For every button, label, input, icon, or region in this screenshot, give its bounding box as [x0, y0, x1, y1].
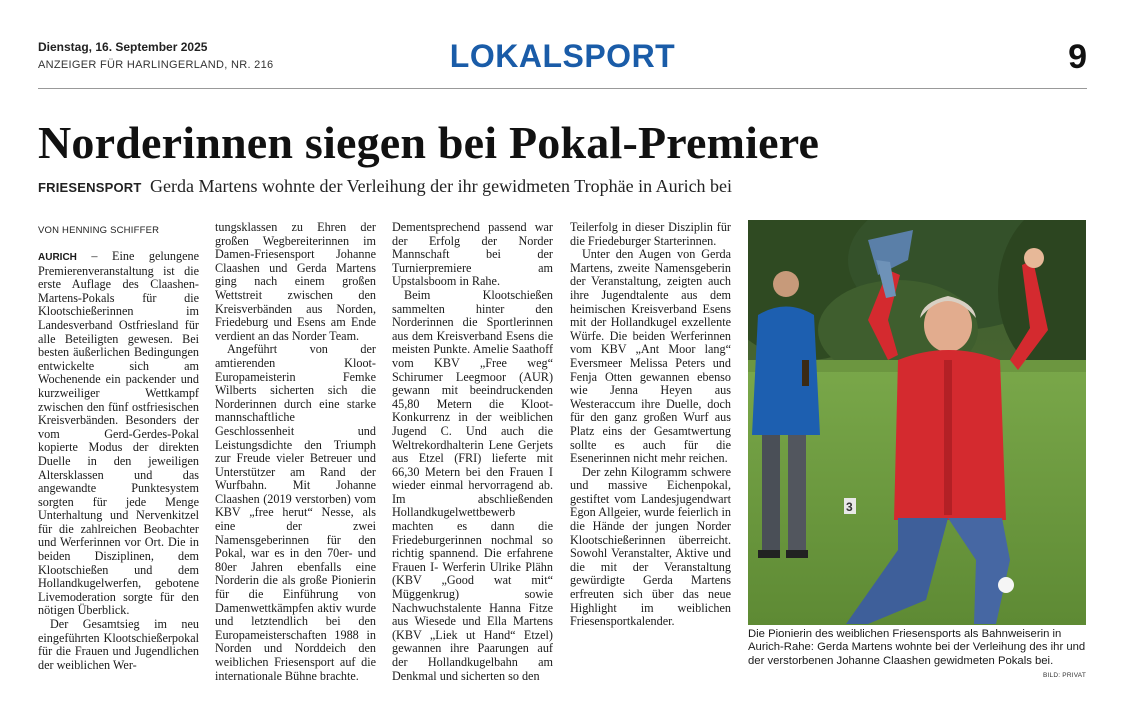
paragraph: Teilerfolg in dieser Disziplin für die Friedeburger Starterinnen. — [570, 221, 731, 248]
section-title: LOKALSPORT — [449, 38, 676, 74]
paragraph: Unter den Augen von Gerda Martens, zweite Namensgeberin der Veranstaltung, zeigten auch ihre Jugendtalente aus dem heimischen Kreisverband Esens mit der Hollandkugel exzellente Würfe. Die beiden Werferinnen vom KBV „Ant Moor lang“ Eversmeer Melissa Peters und Fenja Otten gewannen ebenso wie Jenna Heyen aus Westeraccum ihre Duelle, doch für den ganz großen Wurf aus Platz eins der Gesamtwertung sollte es auch für die Esenerinnen nicht mehr reichen. — [570, 247, 731, 466]
page-number: 9 — [1068, 38, 1087, 76]
paragraph: Der Gesamtsieg im neu eingeführten Klootschießerpokal für die Frauen und Jugendlichen der weiblichen Wer- — [38, 617, 199, 672]
paragraph: Beim Klootschießen sammelten hinter den Norderinnen die Sportlerinnen aus dem Kreisverband Esens die meisten Punkte. Amelie Saathoff vom KBV „Free weg“ Schirumer Leegmoor (AUR) gewann mit beeindruckenden 45,80 Metern die Kloot-Konkurrenz in der weiblichen Jugend C. Und auch die Weltrekordhalterin Lene Gerjets aus Etzel (FRI) lieferte mit 66,30 Metern bei den Frauen I wieder einmal hervorragend ab. Im abschließenden Hollandkugelwettbewerb machten es dann die Friedeburgerinnen nochmal so richtig spannend. Die erfahrene Frauen I- Werferin Ulrike Plähn (KBV „Good wat mit“ Müggenkrug) sowie Nachwuchstalente Hanna Fitze aus Wiesede und Ella Martens (KBV „Liek ut Hand“ Etzel) gewannen ihre Paarungen auf der Hollandkugelbahn am Denkmal und sicherten so den — [392, 287, 553, 682]
issue-date: Dienstag, 16. September 2025 — [38, 40, 208, 54]
dateline: AURICH — [38, 252, 77, 263]
paragraph: AURICH – Eine gelungene Premierenveranstaltung ist die erste Auflage des Claashen-Martens-Pokals für die Klootschießerinnen im Landesverband Ostfriesland für alle Beteiligten gewesen. Bei besten äußerlichen Bedingungen entwickelte sich am Wochenende ein packender und kurzweiliger Wettkampf zwischen den fünf ostfriesischen Kreisverbänden. Besonders der vom Gerd-Gerdes-Pokal kopierte Modus der direkten Duelle in den jeweiligen Altersklassen und das angewandte Punktesystem sorgten für jede Menge Unterhaltung und Nervenkitzel für die zahlreichen Beobachter und Werferinnen vor Ort. Die in beiden Disziplinen, dem Klootschießen und dem Hollandkugelwerfen, gebotene Livemoderation sorgte für den nötigen Überblick. — [38, 250, 199, 618]
paragraph: Dementsprechend passend war der Erfolg der Norder Mannschaft bei der Turnierpremiere am Upstalsboom in Rahe. — [392, 221, 553, 289]
field-marker-number: 3 — [846, 500, 853, 514]
article-column-3 — [392, 221, 553, 682]
header-rule — [38, 88, 1087, 89]
article-photo — [748, 220, 1086, 625]
article-column-1 — [38, 250, 199, 682]
article-subline — [38, 176, 732, 197]
subline-text: Gerda Martens wohnte der Verleihung der ihr gewidmeten Trophäe in Aurich bei — [150, 176, 733, 196]
paragraph: Der zehn Kilogramm schwere und massive Eichenpokal, gestiftet vom Landesjugendwart Egon Allgeier, wurde feierlich in die Hände der jungen Norder Klootschießerinnen überreicht. Sowohl Veranstalter, Aktive und die mit der Veranstaltung gewürdigte Gerda Martens erfreuten sich über das neue Highlight im weiblichen Friesensportkalender. — [570, 464, 731, 629]
article-column-4 — [570, 221, 731, 682]
photo-credit: BILD: PRIVAT — [1043, 672, 1086, 679]
photo-woman-cheering-icon — [748, 220, 1086, 625]
photo-caption: Die Pionierin des weiblichen Friesensports als Bahnweiserin in Aurich-Rahe: Gerda Martens wohnte bei der Verleihung des ihr und der verstorbenen Johanne Claashen gewidmeten Pokals bei. — [748, 628, 1086, 667]
article-author: VON HENNING SCHIFFER — [38, 225, 160, 236]
article-headline: Norderinnen siegen bei Pokal-Premiere — [38, 117, 820, 168]
article-column-2 — [215, 221, 376, 682]
article-kicker: FRIESENSPORT — [38, 180, 142, 195]
paragraph: Angeführt von der amtierenden Kloot-Europameisterin Femke Wilberts sicherten sich die Norderinnen durch eine starke mannschaftliche Geschlossenheit und Leistungsdichte den Triumph zur Freude vieler Betreuer und Unterstützer am Rand der Wurfbahn. Mit Johanne Claashen (2019 verstorben) vom KBV „free herut“ Nesse, als eine der zwei Namensgeberinnen für den Pokal, war es in den 70er- und 80er Jahren ebenfalls eine Norderin die als große Pionierin für die Einführung von Damenwettkämpfen aktiv wurde und letztendlich bei den Europameisterschaften 1988 in Norden und Norddeich den weiblichen Friesensport auf die internationale Bühne brachte. — [215, 342, 376, 682]
paper-name: ANZEIGER FÜR HARLINGERLAND, NR. 216 — [38, 59, 274, 71]
paragraph: tungsklassen zu Ehren der großen Wegbereiterinnen im Damen-Friesensport Johanne Claashen und Gerda Martens ging nach einem großen Wettstreit zwischen den Kreisverbänden aus Norden, Friedeburg und Esens am Ende verdient an das Norder Team. — [215, 221, 376, 343]
